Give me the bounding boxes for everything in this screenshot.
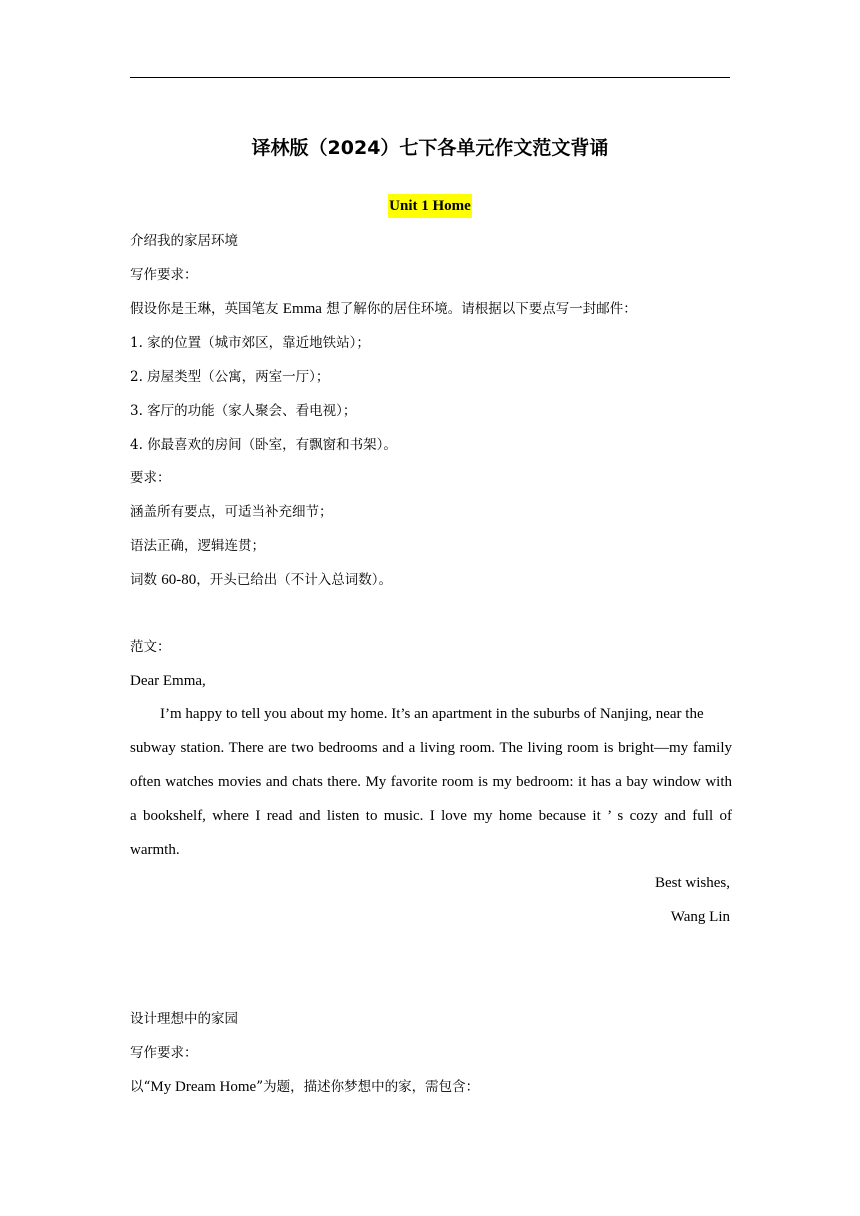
essay-closing: Best wishes, <box>655 875 730 891</box>
task2-prompt-part-a: 以“ <box>130 1079 151 1095</box>
unit-heading-wrap <box>0 194 860 218</box>
essay-line-5: warmth. <box>130 842 180 858</box>
task1-demand-1: 涵盖所有要点，可适当补充细节； <box>130 504 333 520</box>
task2-prompt-title: My Dream Home <box>150 1079 257 1095</box>
task1-demand-3-c: ，开头已给出（不计入总词数）。 <box>196 572 393 588</box>
essay-signature: Wang Lin <box>670 909 730 925</box>
task1-demand-3 <box>130 571 392 589</box>
essay-line-4: a bookshelf, where I read and listen to music. I love my home because it ’ s cozy and full of <box>130 808 732 824</box>
page-title: 译林版（2024）七下各单元作文范文背诵 <box>251 137 609 159</box>
essay-line-1: I’m happy to tell you about my home. It’s an apartment in the suburbs of Nanjing, near the <box>160 706 704 722</box>
task1-prompt-name: Emma <box>282 301 322 317</box>
task2-prompt-part-c: ”为题，描述你梦想中的家，需包含： <box>256 1079 480 1095</box>
task1-demand-3-a: 词数 <box>130 572 157 588</box>
essay-line-3: often watches movies and chats there. My favorite room is my bedroom: it has a bay window with <box>130 774 732 790</box>
task1-prompt <box>130 300 637 318</box>
essay-line-2: subway station. There are two bedrooms and a living room. The living room is bright—my family <box>130 740 732 756</box>
task2-requirements-heading: 写作要求： <box>130 1045 198 1061</box>
sample-heading: 范文： <box>130 639 171 655</box>
task2-prompt <box>130 1078 479 1096</box>
task1-demand-3-count: 60-80 <box>161 572 197 588</box>
essay-greeting: Dear Emma, <box>130 673 206 689</box>
task1-point-1: 1. 家的位置（城市郊区，靠近地铁站）； <box>130 335 370 351</box>
task1-point-4: 4. 你最喜欢的房间（卧室，有飘窗和书架）。 <box>130 437 397 453</box>
task1-prompt-part-a: 假设你是王琳，英国笔友 <box>130 301 279 317</box>
task1-prompt-part-c: 想了解你的居住环境。请根据以下要点写一封邮件： <box>326 301 637 317</box>
unit-heading: Unit 1 Home <box>388 194 472 218</box>
task2-topic: 设计理想中的家园 <box>130 1011 238 1027</box>
task1-requirements-heading: 写作要求： <box>130 267 198 283</box>
header-rule <box>130 77 730 78</box>
task1-demand-2: 语法正确，逻辑连贯； <box>130 538 265 554</box>
task1-topic: 介绍我的家居环境 <box>130 233 238 249</box>
task1-point-3: 3. 客厅的功能（家人聚会、看电视）； <box>130 403 357 419</box>
task1-demands-heading: 要求： <box>130 470 171 486</box>
task1-point-2: 2. 房屋类型（公寓，两室一厅）； <box>130 369 330 385</box>
